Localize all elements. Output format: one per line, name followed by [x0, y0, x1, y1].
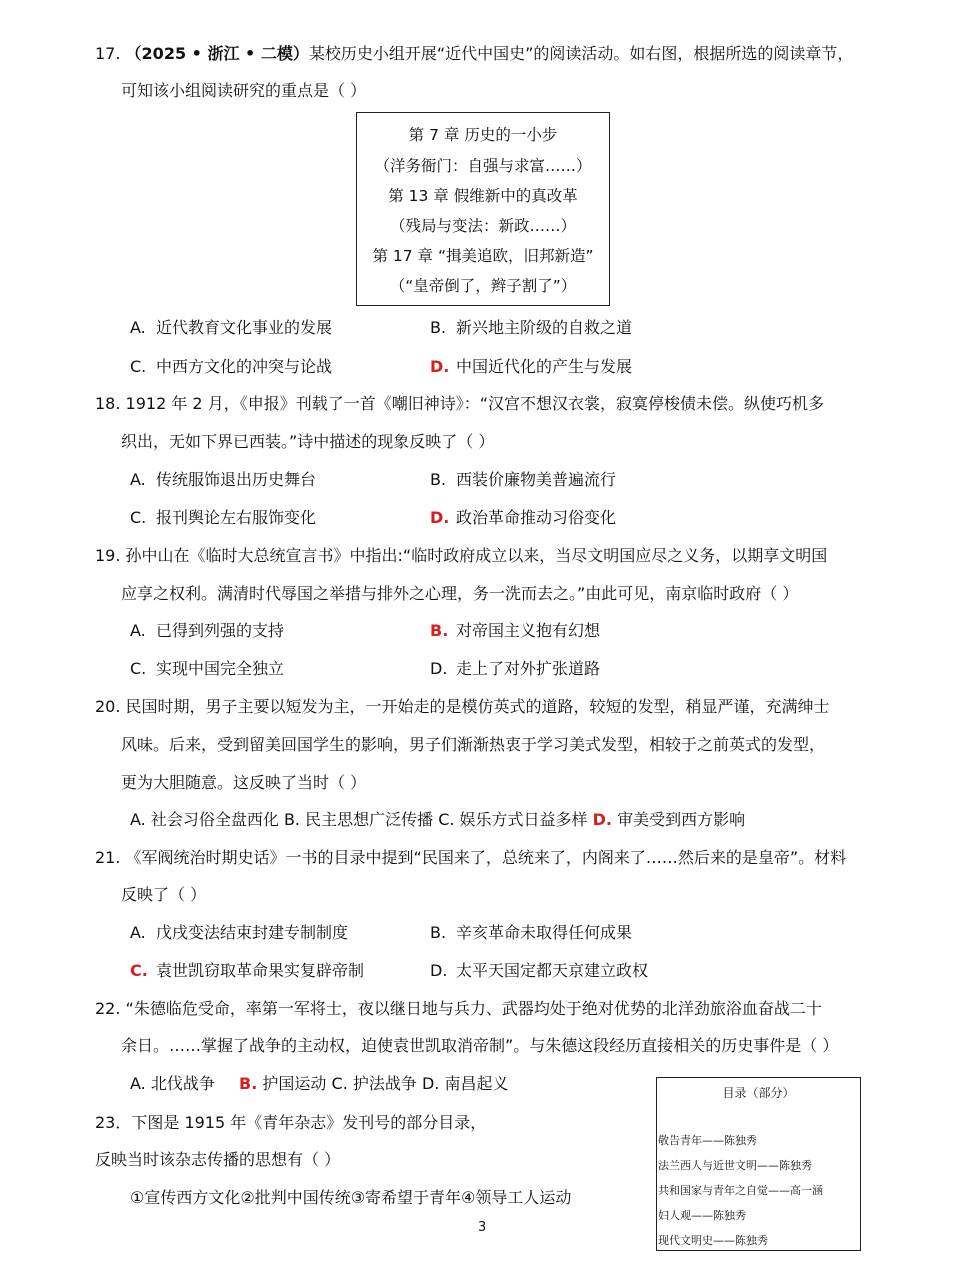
q18-stem-1: 18. 1912 年 2 月，《申报》刊载了一首《嘲旧神诗》：“汉宫不想汉衣裳，寂寞停梭债未偿。纵使巧机多 [95, 394, 824, 413]
q23-stem-2: 反映当时该杂志传播的思想有（ ） [95, 1150, 341, 1169]
toc-item: 共和国家与青年之自觉——高一涵 [658, 1184, 823, 1197]
q17-option-b: B. 新兴地主阶级的自救之道 [430, 318, 633, 337]
q21-stem-1: 21. 《军阀统治时期史话》一书的目录中提到“民国来了，总统来了，内阁来了……然后来的是皇帝”。材料 [95, 848, 847, 867]
q23-stem-1: 23．下图是 1915 年《青年杂志》发刊号的部分目录， [95, 1113, 487, 1132]
q21-option-a: A. 戊戌变法结束封建专制制度 [130, 923, 349, 942]
q19-option-c: C. 实现中国完全独立 [130, 659, 285, 678]
q21-option-c: C. 袁世凯窃取革命果实复辟帝制 [130, 961, 365, 980]
q20-stem-2: 风味。后来，受到留美回国学生的影响，男子们渐渐热衷于学习美式发型，相较于之前英式的发型， [121, 735, 826, 754]
q17-line1 [95, 44, 853, 64]
q17-number: 17. [95, 44, 121, 63]
q18-stem-2: 织出，无如下界已西装。”诗中描述的现象反映了（ ） [121, 432, 495, 451]
q21-option-d: D. 太平天国定都天京建立政权 [430, 961, 649, 980]
chapter-line: （洋务衙门：自强与求富……） [374, 157, 592, 175]
q19-option-a: A. 已得到列强的支持 [130, 621, 285, 640]
chapter-line: 第 7 章 历史的一小步 [408, 126, 558, 144]
chapter-line: （“皇帝倒了，辫子割了”） [389, 277, 577, 295]
chapter-list-box [356, 112, 610, 306]
q19-option-b: B. 对帝国主义抱有幻想 [430, 621, 601, 640]
toc-item: 现代文明史——陈独秀 [658, 1234, 768, 1247]
q19-stem-2: 应享之权利。满清时代辱国之举措与排外之心理，务一洗而去之。”由此可见，南京临时政府（ ） [121, 584, 799, 603]
q22-option-c: C. 护法战争 [331, 1074, 417, 1093]
q22-stem-1: 22. “朱德临危受命，率第一军将士，夜以继日地与兵力、武器均处于绝对优势的北洋劲旅浴血奋战二十 [95, 999, 822, 1018]
chapter-line: 第 13 章 假维新中的真改革 [388, 187, 578, 205]
answer-mark: D. [430, 508, 450, 527]
q20-option-c: C. 娱乐方式日益多样 [438, 810, 588, 829]
q21-stem-2: 反映了（ ） [121, 885, 207, 904]
toc-title: 目录（部分） [722, 1086, 795, 1100]
toc-item: 敬告青年——陈独秀 [658, 1134, 757, 1147]
q22-option-b: 护国运动 [262, 1074, 327, 1093]
q17-stem-2: 可知该小组阅读研究的重点是（ ） [121, 81, 367, 100]
q17-option-c: C. 中西方文化的冲突与论战 [130, 357, 333, 376]
q17-option-d: D. 中国近代化的产生与发展 [430, 357, 633, 376]
q17-option-a: A. 近代教育文化事业的发展 [130, 318, 333, 337]
q20-stem-3: 更为大胆随意。这反映了当时（ ） [121, 773, 367, 792]
q20-option-d: 审美受到西方影响 [617, 810, 746, 829]
magazine-toc-box [656, 1077, 861, 1251]
q19-option-d: D. 走上了对外扩张道路 [430, 659, 601, 678]
chapter-line: 第 17 章 “揖美追欧，旧邦新造” [372, 247, 594, 265]
q21-option-b: B. 辛亥革命未取得任何成果 [430, 923, 633, 942]
q18-option-a: A. 传统服饰退出历史舞台 [130, 470, 317, 489]
answer-mark: D. [592, 810, 612, 829]
answer-mark: B. [239, 1074, 258, 1093]
page-number: 3 [478, 1220, 487, 1235]
q19-stem-1: 19. 孙中山在《临时大总统宣言书》中指出:“临时政府成立以来，当尽文明国应尽之义务，以期享文明国 [95, 546, 828, 565]
q22-options [130, 1074, 508, 1094]
toc-item: 妇人观——陈独秀 [658, 1209, 746, 1222]
answer-mark: C. [130, 961, 148, 980]
q22-option-a: A. 北伐战争 [130, 1074, 215, 1093]
toc-item: 法兰西人与近世文明——陈独秀 [658, 1159, 812, 1172]
chapter-line: （残局与变法：新政……） [389, 217, 576, 235]
answer-mark: D. [430, 357, 450, 376]
q22-option-d: D. 南昌起义 [421, 1074, 509, 1093]
q18-option-c: C. 报刊舆论左右服饰变化 [130, 508, 317, 527]
q20-stem-1: 20. 民国时期，男子主要以短发为主，一开始走的是模仿英式的道路，较短的发型，稍显严谨，充满绅士 [95, 697, 830, 716]
q18-option-d: D. 政治革命推动习俗变化 [430, 508, 617, 527]
q22-stem-2: 余日。……掌握了战争的主动权，迫使袁世凯取消帝制”。与朱德这段经历直接相关的历史事件是（ ） [121, 1036, 839, 1055]
answer-mark: B. [430, 621, 449, 640]
q18-option-b: B. 西装价廉物美普遍流行 [430, 470, 617, 489]
q20-option-a: A. 社会习俗全盘西化 [130, 810, 279, 829]
q23-statements: ①宣传西方文化②批判中国传统③寄希望于青年④领导工人运动 [130, 1188, 572, 1207]
q17-stem-1: 某校历史小组开展“近代中国史”的阅读活动。如右图，根据所选的阅读章节， [308, 44, 854, 63]
q20-option-b: B. 民主思想广泛传播 [283, 810, 434, 829]
q20-options [130, 810, 745, 830]
q17-source: （2025 • 浙江 • 二模） [125, 44, 309, 63]
